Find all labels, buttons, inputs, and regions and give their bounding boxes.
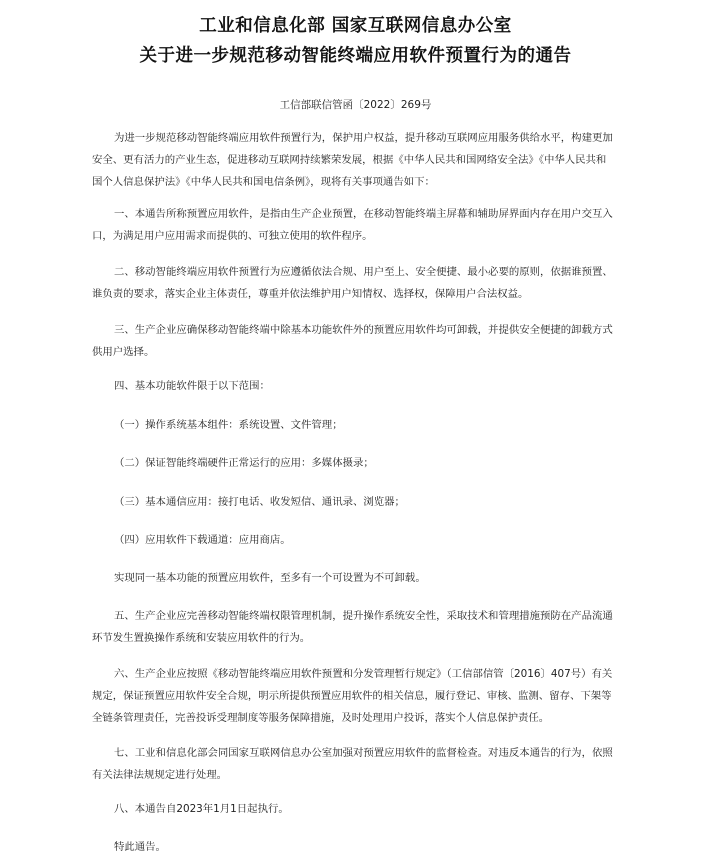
paragraph-1-definition — [92, 203, 684, 247]
intro-line: 安全、更有活力的产业生态，促进移动互联网持续繁荣发展，根据《中华人民共和国网络安全法》《中华人民共和 — [92, 154, 607, 166]
paragraph-2-principles — [92, 261, 684, 305]
paragraph-line: （一）操作系统基本组件：系统设置、文件管理； — [114, 419, 343, 431]
paragraph-line: 口，为满足用户应用需求而提供的、可独立使用的软件程序。 — [92, 230, 373, 242]
scope-item-4 — [92, 529, 684, 551]
paragraph-line: 谁负责的要求，落实企业主体责任，尊重并依法维护用户知情权、选择权，保障用户合法权益。 — [92, 288, 529, 300]
intro-paragraph — [92, 127, 684, 193]
paragraph-5-permissions — [92, 605, 684, 649]
paragraph-8-effective-date — [92, 798, 684, 820]
paragraph-line: （二）保证智能终端硬件正常运行的应用：多媒体摄录； — [114, 457, 374, 469]
paragraph-7-supervision — [92, 742, 684, 786]
paragraph-line: 环节发生置换操作系统和安装应用软件的行为。 — [92, 632, 311, 644]
scope-item-3 — [92, 491, 684, 513]
intro-line: 国个人信息保护法》《中华人民共和国电信条例》，现将有关事项通告如下： — [92, 176, 435, 188]
paragraph-line: 全链条管理责任，完善投诉受理制度等服务保障措施，及时处理用户投诉，落实个人信息保护责任。 — [92, 712, 550, 724]
intro-line: 为进一步规范移动智能终端应用软件预置行为，保护用户权益，提升移动互联网应用服务供给水平，构建更加 — [114, 132, 613, 144]
paragraph-line: 七、工业和信息化部会同国家互联网信息办公室加强对预置应用软件的监督检查。对违反本通告的行为，依照 — [114, 747, 613, 759]
paragraph-line: 四、基本功能软件限于以下范围： — [114, 380, 270, 392]
paragraph-3-uninstall — [92, 319, 684, 363]
paragraph-line: 一、本通告所称预置应用软件，是指由生产企业预置，在移动智能终端主屏幕和辅助屏界面内存在用户交互入 — [114, 208, 613, 220]
scope-item-1 — [92, 414, 684, 436]
paragraph-line: （四）应用软件下载通道：应用商店。 — [114, 534, 291, 546]
document-title-subject: 关于进一步规范移动智能终端应用软件预置行为的通告 — [139, 46, 572, 66]
paragraph-line: 五、生产企业应完善移动智能终端权限管理机制，提升操作系统安全性，采取技术和管理措施预防在产品流通 — [114, 610, 613, 622]
closing-line — [92, 836, 684, 858]
paragraph-line: 二、移动智能终端应用软件预置行为应遵循依法合规、用户至上、安全便捷、最小必要的原则，依据谁预置、 — [114, 266, 613, 278]
paragraph-line: 特此通告。 — [114, 841, 166, 853]
paragraph-4-scope — [92, 375, 684, 397]
scope-item-2 — [92, 452, 684, 474]
paragraph-line: 有关法律法规规定进行处理。 — [92, 769, 228, 781]
paragraph-line: 供用户选择。 — [92, 346, 155, 358]
document-title-issuers: 工业和信息化部 国家互联网信息办公室 — [199, 16, 512, 36]
paragraph-line: 规定，保证预置应用软件安全合规，明示所提供预置应用软件的相关信息，履行登记、审核、监测、留存、下架等 — [92, 690, 612, 702]
paragraph-6-compliance — [92, 663, 684, 729]
paragraph-line: （三）基本通信应用：接打电话、收发短信、通讯录、浏览器； — [114, 496, 405, 508]
paragraph-line: 实现同一基本功能的预置应用软件，至多有一个可设置为不可卸载。 — [114, 572, 426, 584]
paragraph-line: 八、本通告自2023年1月1日起执行。 — [114, 803, 289, 815]
paragraph-line: 六、生产企业应按照《移动智能终端应用软件预置和分发管理暂行规定》（工信部信管〔2016〕407号）有关 — [114, 668, 613, 680]
paragraph-line: 三、生产企业应确保移动智能终端中除基本功能软件外的预置应用软件均可卸载，并提供安全便捷的卸载方式 — [114, 324, 613, 336]
scope-note — [92, 567, 684, 589]
document-number: 工信部联信管函〔2022〕269号 — [279, 99, 432, 111]
